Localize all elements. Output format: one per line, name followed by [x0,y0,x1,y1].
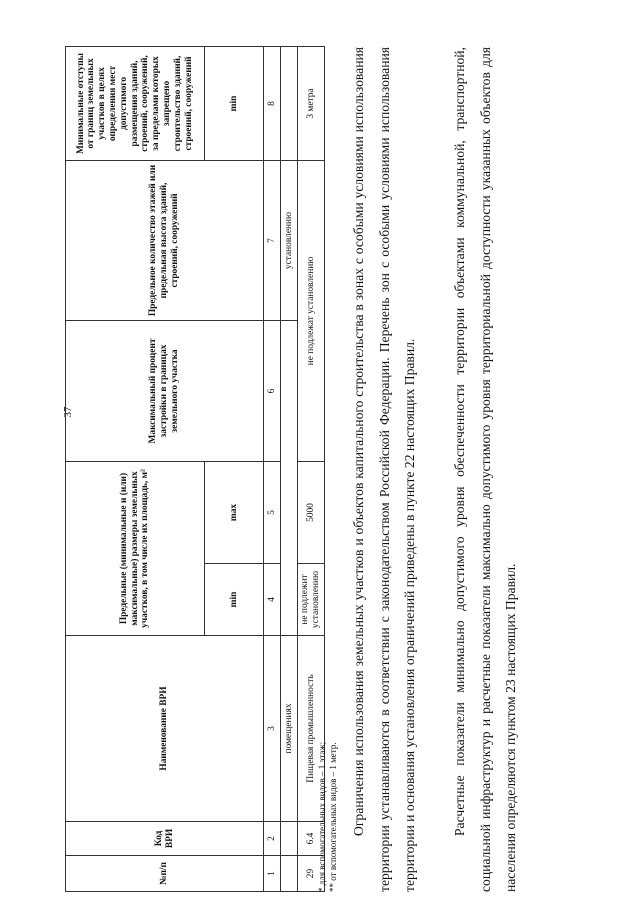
row-percent-floors: не подлежат установлению [298,161,325,462]
column-number: 7 [264,161,281,321]
header-floors: Предельное количество этажей или предельная высота зданий, строений, сооружений [66,161,264,321]
page-number: 37 [62,406,74,418]
column-number: 6 [264,321,281,462]
header-max: max [205,462,264,564]
column-number: 5 [264,462,281,564]
column-number: 4 [264,564,281,636]
section-row [281,47,298,892]
row-name: Пищевая промышленность [298,636,325,822]
column-number-row [264,47,281,892]
table-footnotes [317,742,339,892]
row-setback: 3 метра [298,47,325,161]
header-setback-min: min [205,47,264,161]
rotated-content [65,47,565,892]
row-num: 29 [298,856,325,892]
section-name: помещениях [281,636,298,822]
footnote: ** от вспомогательных видов – 1 метр. [327,742,338,892]
row-code: 6.4 [298,822,325,856]
row-max: 5000 [298,462,325,564]
column-number: 8 [264,47,281,161]
zoning-table [65,46,325,892]
header-name: Наименование ВРИ [66,636,264,822]
header-percent: Максимальный процент застройки в границах земельного участка [66,321,264,462]
column-number: 2 [264,822,281,856]
column-number: 3 [264,636,281,822]
column-number: 1 [264,856,281,892]
header-setback: Минимальные отступы от границ земельных участков в целях определения мест допустимого размещения зданий, строений, сооружений, за пределами которых запрещено строительство зданий, строений, сооружений [66,47,205,161]
paragraph-restrictions: Ограничения использования земельных участков и объектов капитального строительства в зонах с особыми условиями использования территории устанавливаются в соответствии с законодательством Российской Федерации. Перечень зон с особыми условиями использования территории и основания установления ограничений приведены в пункте 22 настоящих Правил. [351,47,417,892]
row-min: не подлежит установлению [298,564,325,636]
paragraph-indicators: Расчетные показатели минимально допустимого уровня обеспеченности территории объектами коммунальной, транспортной, социальной инфраструктур и расчетные показатели максимально допустимого уровня территориальной доступности указанных объектов для населения определяются пунктом 23 настоящих Правил. [452,47,518,892]
header-sizes: Предельные (минимальные и (или) максимальные) размеры земельных участков, в том числе их площадь, м² [66,462,205,636]
section-floors: установлению [281,161,298,321]
header-min: min [205,564,264,636]
header-num: №п/п [66,856,264,892]
footnote: * для вспомогательных видов – 1 этаж; [317,741,327,892]
header-code: Код ВРИ [66,822,264,856]
